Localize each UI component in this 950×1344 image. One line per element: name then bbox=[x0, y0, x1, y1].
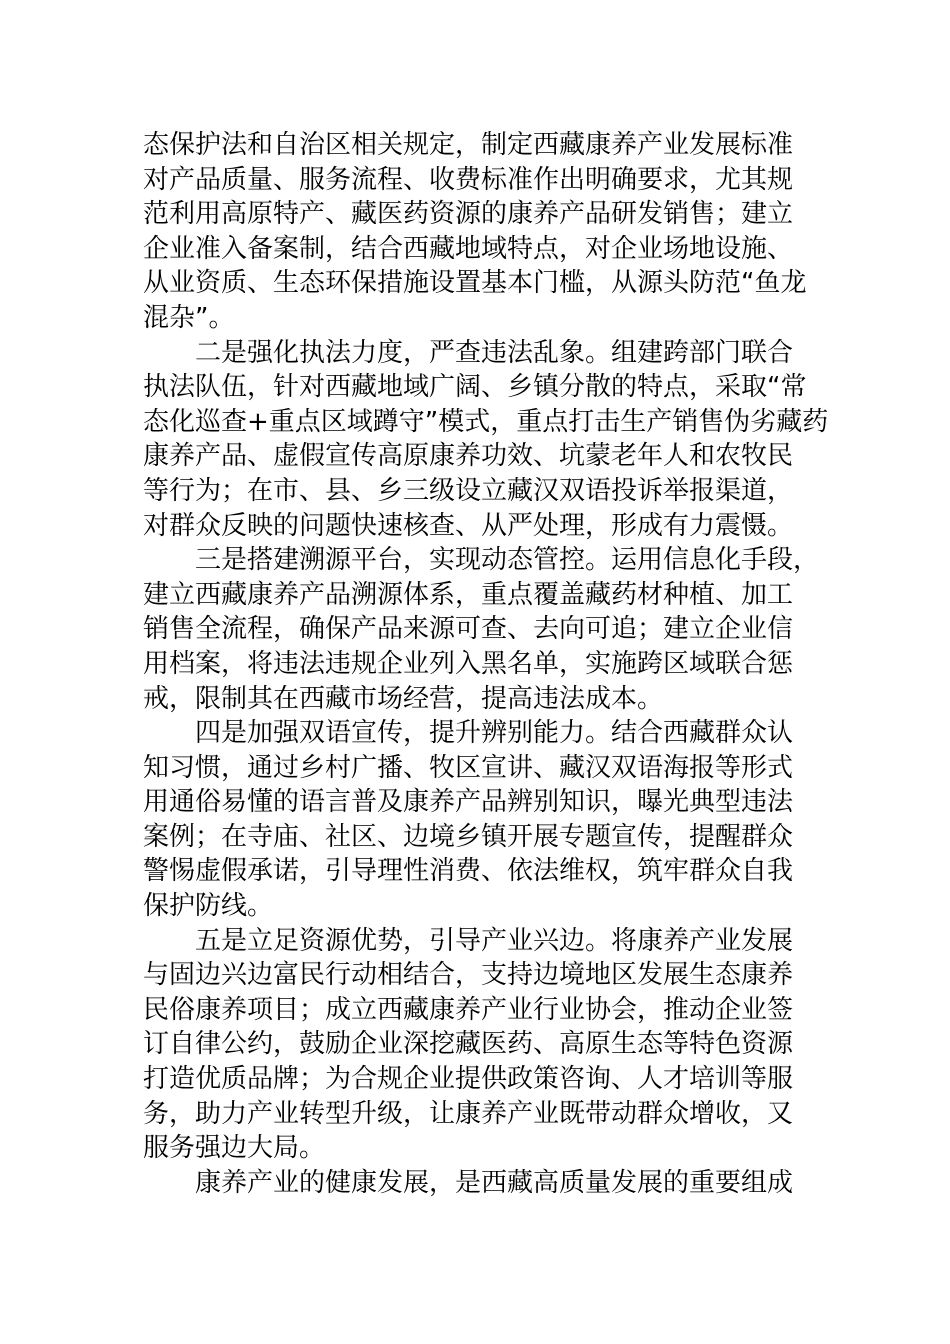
text-line: 戒，限制其在西藏市场经营，提高违法成本。 bbox=[143, 683, 664, 714]
paragraph-start-line: 二是强化执法力度，严查违法乱象。组建跨部门联合 bbox=[195, 337, 794, 368]
text-line: 企业准入备案制，结合西藏地域特点，对企业场地设施、 bbox=[143, 233, 794, 264]
text-line: 对产品质量、服务流程、收费标准作出明确要求，尤其规 bbox=[143, 164, 794, 195]
paragraph-start-line: 四是加强双语宣传，提升辨别能力。结合西藏群众认 bbox=[195, 718, 794, 749]
text-line: 从业资质、生态环保措施设置基本门槛，从源头防范“鱼龙 bbox=[143, 268, 807, 299]
paragraph-start-line: 三是搭建溯源平台，实现动态管控。运用信息化手段， bbox=[195, 545, 820, 576]
text-line: 服务强边大局。 bbox=[143, 1133, 326, 1164]
text-line: 康养产品、虚假宣传高原康养功效、坑蒙老年人和农牧民 bbox=[143, 441, 794, 472]
text-line: 与固边兴边富民行动相结合，支持边境地区发展生态康养 bbox=[143, 960, 794, 991]
text-line: 用通俗易懂的语言普及康养产品辨别知识，曝光典型违法 bbox=[143, 787, 794, 818]
text-line: 务，助力产业转型升级，让康养产业既带动群众增收，又 bbox=[143, 1098, 794, 1129]
text-line: 建立西藏康养产品溯源体系，重点覆盖藏药材种植、加工 bbox=[143, 579, 794, 610]
text-line: 混杂”。 bbox=[143, 302, 235, 333]
text-line: 态化巡查+重点区域蹲守”模式，重点打击生产销售伪劣藏药 bbox=[143, 406, 829, 437]
text-line: 对群众反映的问题快速核查、从严处理，形成有力震慑。 bbox=[143, 510, 794, 541]
text-line: 民俗康养项目；成立西藏康养产业行业协会，推动企业签 bbox=[143, 994, 794, 1025]
text-line: 等行为；在市、县、乡三级设立藏汉双语投诉举报渠道， bbox=[143, 475, 794, 506]
text-line: 案例；在寺庙、社区、边境乡镇开展专题宣传，提醒群众 bbox=[143, 821, 794, 852]
text-line: 知习惯，通过乡村广播、牧区宣讲、藏汉双语海报等形式 bbox=[143, 752, 794, 783]
text-line: 保护防线。 bbox=[143, 891, 274, 922]
text-line: 打造优质品牌；为合规企业提供政策咨询、人才培训等服 bbox=[143, 1064, 794, 1095]
paragraph-start-line: 康养产业的健康发展，是西藏高质量发展的重要组成 bbox=[195, 1167, 794, 1198]
text-line: 用档案，将违法违规企业列入黑名单，实施跨区域联合惩 bbox=[143, 648, 794, 679]
text-line: 态保护法和自治区相关规定，制定西藏康养产业发展标准 bbox=[143, 130, 794, 160]
paragraph-start-line: 五是立足资源优势，引导产业兴边。将康养产业发展 bbox=[195, 925, 794, 956]
body-text bbox=[143, 128, 833, 1200]
text-line: 销售全流程，确保产品来源可查、去向可追；建立企业信 bbox=[143, 614, 794, 645]
text-line: 订自律公约，鼓励企业深挖藏医药、高原生态等特色资源 bbox=[143, 1029, 794, 1060]
text-line: 执法队伍，针对西藏地域广阔、乡镇分散的特点，采取“常 bbox=[143, 372, 807, 403]
text-line: 范利用高原特产、藏医药资源的康养产品研发销售；建立 bbox=[143, 199, 794, 230]
text-line: 警惕虚假承诺，引导理性消费、依法维权，筑牢群众自我 bbox=[143, 856, 794, 887]
